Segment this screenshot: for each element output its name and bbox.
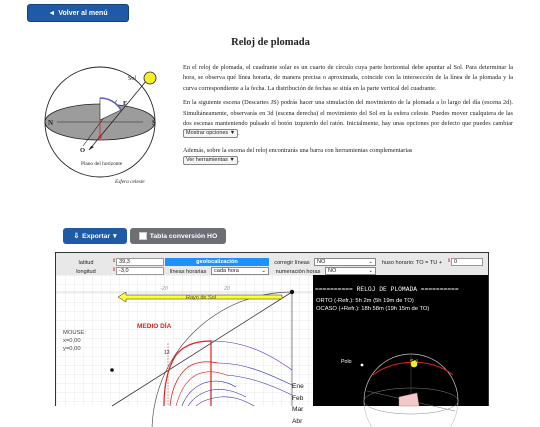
intro-paragraph-1: En el reloj de plomada, el cuadrante solar es un cuarto de círculo cuya parte horizontal debe apuntar al Sol. Para determinar la hora, se observa qué línea horaria, de manera precisa o aproximada, coincide con la intersección de la línea de la plomada y la curva correspondiente a la fecha. La distribución de fechas se sitúa en la parte vertical del cuadrante.: [183, 63, 513, 94]
axis-left-label: -20: [160, 286, 168, 292]
latitude-label: latitud: [60, 258, 112, 267]
chevron-down-icon: ⌄: [368, 259, 373, 265]
longitude-stepper[interactable]: ⇕: [112, 267, 116, 273]
hour-numbering-select[interactable]: NO ⌄: [325, 267, 376, 275]
sol-label: Sol: [128, 76, 136, 82]
intro-paragraph-2: En la siguiente escena (Descartes JS) podrás hacer una simulación del movimiento de la plomada a lo largo del día (escena 2d). Simultáneamente, observarás en 3d (escena derecha) el movimiento del Sol en la esfera celeste. Puedes mover cualquiera de las dos escenas manteniendo pulsado el botón izquierdo del ratón. Inicialmente, hay unas opciones por defecto que puedes cambiar Mostrar opciones ▼ .: [183, 98, 513, 140]
clock-2d-scene[interactable]: [56, 275, 313, 406]
geolocation-button[interactable]: geolocalización: [165, 258, 269, 266]
south-label: S: [152, 119, 156, 127]
celestial-sphere-label: Esfera celeste: [115, 179, 145, 185]
pole-label: Polo: [341, 359, 352, 365]
month-label: Mar: [292, 404, 304, 416]
show-options-button[interactable]: Mostrar opciones ▼: [183, 129, 238, 138]
tools-select[interactable]: Ver herramientas ▼: [183, 156, 238, 165]
month-label: Feb: [292, 393, 304, 405]
latitude-input[interactable]: 39,3: [116, 258, 164, 266]
timezone-stepper[interactable]: ⇕: [447, 258, 451, 264]
chevron-down-icon: ⌄: [261, 268, 266, 274]
intro-text: [183, 63, 513, 171]
hour-numbering-label: numeración horas: [271, 267, 325, 276]
back-to-menu-button[interactable]: ◄ Volver al menú: [27, 4, 129, 22]
table-icon: [139, 232, 147, 240]
north-label: N: [48, 119, 53, 127]
hour-lines-select[interactable]: cada hora ⌄: [211, 267, 269, 275]
timezone-label: huso horario: TO = TU +: [378, 258, 446, 267]
axis-right-label: 20: [224, 286, 230, 292]
month-label: Ene: [292, 381, 304, 393]
longitude-label: longitud: [60, 267, 112, 276]
noon-label: MEDIO DÍA: [137, 323, 171, 330]
month-labels: [292, 381, 304, 427]
sunrise-text: ORTO (-Refr.): 5h 2m (5h 19m de TO): [316, 298, 414, 304]
chevron-down-icon: ▾: [113, 232, 116, 240]
page-title: Reloj de plomada: [183, 37, 358, 48]
sky-3d-scene[interactable]: [313, 275, 488, 406]
chevron-down-icon: ⌄: [368, 268, 373, 274]
west-label: O: [80, 147, 85, 154]
conversion-table-button[interactable]: Tabla conversión HO: [130, 228, 226, 244]
correct-lines-label: corregir líneas: [271, 258, 313, 267]
sunset-text: OCASO (+Refr.): 18h 58m (19h 15m de TO): [316, 306, 429, 312]
sphere-diagram: [35, 58, 175, 190]
intro-paragraph-3: Además, sobre la escena del reloj encontrarás una barra con herramientas complementarias Ver herramientas ▼ .: [183, 146, 513, 167]
mouse-readout: MOUSE: x=0,00 y=0,00: [63, 329, 86, 353]
correct-lines-select[interactable]: NO ⌄: [314, 258, 376, 266]
month-label: Abr: [292, 416, 304, 427]
hour-line-label: 13: [164, 350, 170, 356]
descartes-scene[interactable]: [55, 252, 489, 406]
sun-ray-label: Rayo de Sol: [186, 295, 216, 301]
scene-toolbar: [56, 253, 488, 275]
sky-heading: ========== RELOJ DE PLOMADA ==========: [315, 286, 459, 293]
latitude-stepper[interactable]: ⇕: [112, 258, 116, 264]
horizon-label: Plano del horizonte: [81, 161, 122, 167]
sun-label: Sol: [410, 359, 418, 365]
export-button[interactable]: ⇩ Exportar ▾: [63, 228, 127, 244]
export-icon: ⇩: [73, 232, 79, 240]
timezone-input[interactable]: 0: [451, 258, 483, 266]
hour-lines-label: líneas horarias: [166, 267, 210, 276]
longitude-input[interactable]: -3,0: [116, 267, 164, 275]
arrow-left-icon: ◄: [48, 10, 55, 17]
east-label: E: [123, 100, 127, 107]
